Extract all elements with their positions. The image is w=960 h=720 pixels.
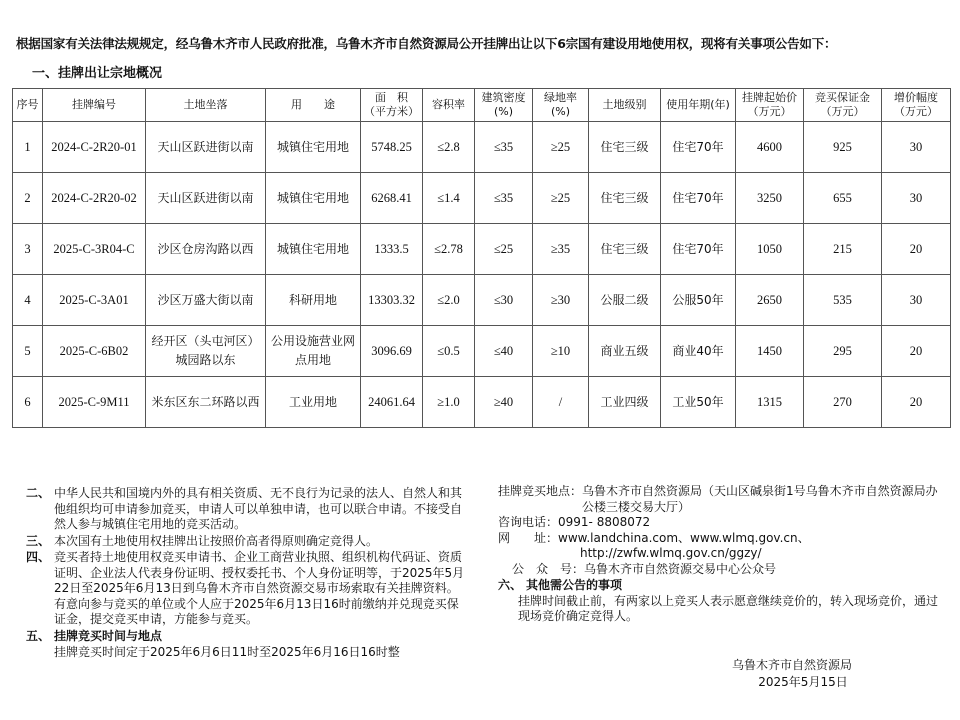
table-cell: 沙区仓房沟路以西: [146, 224, 266, 275]
notice-section: [26, 629, 466, 645]
table-header-cell: [146, 89, 266, 122]
table-cell: 3250: [736, 173, 804, 224]
signature-date: 2025年5月15日: [758, 675, 848, 689]
table-cell: 1450: [736, 326, 804, 377]
phone-label: 咨询电话：: [498, 515, 559, 529]
section-6-heading: 其他需公告的事项: [526, 578, 623, 592]
table-cell: 科研用地: [266, 275, 361, 326]
header-line: 容积率: [432, 98, 465, 111]
table-row: [13, 326, 951, 377]
header-line: 绿地率: [544, 91, 577, 104]
table-cell: 295: [804, 326, 882, 377]
table-cell: 城镇住宅用地: [266, 224, 361, 275]
table-cell: 270: [804, 377, 882, 428]
table-cell: 2025-C-9M11: [43, 377, 146, 428]
table-header-cell: [43, 89, 146, 122]
table-cell: 工业四级: [589, 377, 661, 428]
table-cell: 1050: [736, 224, 804, 275]
table-cell: 工业50年: [661, 377, 736, 428]
table-cell: 天山区跃进街以南: [146, 122, 266, 173]
table-cell: 655: [804, 173, 882, 224]
table-cell: 住宅70年: [661, 122, 736, 173]
table-cell: 商业40年: [661, 326, 736, 377]
table-header-cell: [882, 89, 951, 122]
notice-intro: 根据国家有关法律法规规定，经乌鲁木齐市人民政府批准，乌鲁木齐市自然资源局公开挂牌出让以下6宗国有建设用地使用权，现将有关事项公告如下：: [16, 36, 837, 51]
header-line: 土地级别: [602, 98, 647, 111]
website-value-2: http://zwfw.wlmq.gov.cn/ggzy/: [580, 546, 762, 560]
table-header-cell: [361, 89, 423, 122]
table-cell: ≤1.4: [423, 173, 475, 224]
signature-org: 乌鲁木齐市自然资源局: [731, 658, 852, 672]
table-header-cell: [804, 89, 882, 122]
table-cell: 工业用地: [266, 377, 361, 428]
table-cell: ≤30: [475, 275, 533, 326]
table-cell: 商业五级: [589, 326, 661, 377]
header-line: 序号: [16, 98, 39, 111]
table-cell: 城镇住宅用地: [266, 173, 361, 224]
table-cell: 6268.41: [361, 173, 423, 224]
table-cell: 城镇住宅用地: [266, 122, 361, 173]
table-cell: ≤2.0: [423, 275, 475, 326]
header-line: 使用年期(年): [666, 98, 730, 111]
table-header-cell: [423, 89, 475, 122]
table-cell: ≥25: [533, 122, 589, 173]
table-row: [13, 377, 951, 428]
right-notice-column: [498, 484, 938, 625]
table-cell: 20: [882, 326, 951, 377]
table-cell: 2025-C-3A01: [43, 275, 146, 326]
header-line: 土地坐落: [183, 98, 228, 111]
section-6-text: 挂牌时间截止前，有两家以上竞买人表示愿意继续竞价的，转入现场竞价，通过现场竞价确定竞得人。: [518, 593, 939, 623]
phone-value: 0991- 8808072: [558, 515, 651, 529]
table-cell: ≤40: [475, 326, 533, 377]
table-cell: 925: [804, 122, 882, 173]
table-cell: 1333.5: [361, 224, 423, 275]
table-cell: ≥25: [533, 173, 589, 224]
table-cell: 住宅70年: [661, 224, 736, 275]
table-row: [13, 122, 951, 173]
table-body: [13, 122, 951, 428]
table-cell: 天山区跃进街以南: [146, 173, 266, 224]
table-header-row: [13, 89, 951, 122]
table-cell: 215: [804, 224, 882, 275]
table-cell: ≥40: [475, 377, 533, 428]
section-number: 四、: [26, 550, 51, 564]
header-line: 增价幅度: [894, 91, 938, 104]
header-line: 挂牌编号: [72, 98, 116, 111]
table-cell: ≤35: [475, 122, 533, 173]
section-text: 中华人民共和国境内外的具有相关资质、无不良行为记录的法人、自然人和其他组织均可申请参加竞买，申请人可以单独申请，也可以联合申请。不接受自然人参与城镇住宅用地的竞买活动。: [54, 486, 463, 531]
left-notice-column: [26, 486, 466, 661]
table-cell: 4: [13, 275, 43, 326]
table-cell: ≤0.5: [423, 326, 475, 377]
table-row: [13, 224, 951, 275]
header-line: 建筑密度: [481, 91, 526, 104]
header-line: (%): [493, 105, 514, 118]
website-value: www.landchina.com、www.wlmq.gov.cn、: [558, 530, 810, 545]
table-cell: ≤2.8: [423, 122, 475, 173]
table-cell: 20: [882, 377, 951, 428]
website-row: [498, 531, 938, 547]
location-row: [498, 484, 938, 515]
table-cell: 535: [804, 275, 882, 326]
location-label: 挂牌竞买地点：: [498, 484, 583, 498]
header-line: (%): [550, 105, 571, 118]
notice-section: [26, 534, 466, 550]
header-line: （万元）: [747, 105, 792, 118]
table-header-cell: [589, 89, 661, 122]
table-cell: 30: [882, 122, 951, 173]
table-cell: /: [533, 377, 589, 428]
table-cell: 2025-C-6B02: [43, 326, 146, 377]
table-header-cell: [13, 89, 43, 122]
table-cell: 20: [882, 224, 951, 275]
table-cell: 2024-C-2R20-01: [43, 122, 146, 173]
table-cell: 住宅三级: [589, 173, 661, 224]
header-line: 竞买保证金: [815, 91, 870, 104]
section-1-title: 一、挂牌出让宗地概况: [32, 66, 163, 81]
notice-section: [26, 550, 466, 628]
section-text: 竞买者持土地使用权竞买申请书、企业工商营业执照、组织机构代码证、资质证明、企业法人代表身份证明、授权委托书、个人身份证明等，于2025年5月22日至2025年6月13日到乌鲁木齐市自然资源交易市场索取有关挂牌资料。有意向参与竞买的单位或个人应于2025年6月13日16时前缴纳并兑现竞买保证金，提交竞买申请，方能参与竞买。: [54, 550, 465, 626]
table-cell: 经开区（头屯河区）城园路以东: [146, 326, 266, 377]
table-cell: ≥30: [533, 275, 589, 326]
table-header-cell: [533, 89, 589, 122]
section-number: 二、: [26, 486, 51, 500]
table-cell: ≥1.0: [423, 377, 475, 428]
table-cell: ≤2.78: [423, 224, 475, 275]
header-line: （万元）: [820, 105, 865, 118]
section-6-num: 六、: [498, 578, 523, 592]
header-line: （万元）: [894, 105, 938, 118]
table-cell: 5: [13, 326, 43, 377]
land-parcel-table: [12, 88, 951, 428]
section-text: 挂牌竞买时间与地点: [54, 628, 163, 643]
table-cell: 3096.69: [361, 326, 423, 377]
section-text: 本次国有土地使用权挂牌出让按照价高者得原则确定竞得人。: [54, 533, 379, 548]
notice-section: [26, 486, 466, 533]
wechat-value: 乌鲁木齐市自然资源交易中心公众号: [584, 561, 777, 576]
table-cell: 2: [13, 173, 43, 224]
table-cell: 公服50年: [661, 275, 736, 326]
table-cell: 13303.32: [361, 275, 423, 326]
table-cell: 4600: [736, 122, 804, 173]
table-cell: ≤25: [475, 224, 533, 275]
table-row: [13, 173, 951, 224]
table-cell: ≥10: [533, 326, 589, 377]
table-cell: 1315: [736, 377, 804, 428]
signature-block: [712, 657, 872, 691]
table-cell: 2650: [736, 275, 804, 326]
header-line: 挂牌起始价: [742, 91, 797, 104]
wechat-row: [498, 562, 938, 578]
table-header-cell: [736, 89, 804, 122]
section-number: 五、: [26, 628, 51, 643]
table-header-cell: [266, 89, 361, 122]
table-cell: 3: [13, 224, 43, 275]
table-cell: 住宅70年: [661, 173, 736, 224]
table-cell: 2024-C-2R20-02: [43, 173, 146, 224]
table-cell: 米东区东二环路以西: [146, 377, 266, 428]
table-cell: 30: [882, 173, 951, 224]
table-cell: 1: [13, 122, 43, 173]
wechat-label: 公 众 号：: [512, 561, 585, 576]
table-cell: 公用设施营业网点用地: [266, 326, 361, 377]
table-cell: 住宅三级: [589, 122, 661, 173]
table-cell: 公服二级: [589, 275, 661, 326]
header-line: 面 积: [375, 91, 408, 104]
header-line: 用 途: [291, 98, 335, 111]
table-cell: ≥35: [533, 224, 589, 275]
table-cell: 5748.25: [361, 122, 423, 173]
header-line: （平方米）: [364, 105, 419, 118]
table-cell: 30: [882, 275, 951, 326]
table-cell: 沙区万盛大街以南: [146, 275, 266, 326]
section-5-time: 挂牌竞买时间定于2025年6月6日11时至2025年6月16日16时整: [54, 645, 400, 659]
section-number: 三、: [26, 533, 51, 548]
table-cell: 24061.64: [361, 377, 423, 428]
table-header-cell: [475, 89, 533, 122]
table-row: [13, 275, 951, 326]
table-cell: 住宅三级: [589, 224, 661, 275]
section-6-title: [498, 578, 938, 594]
location-value: 乌鲁木齐市自然资源局（天山区碱泉街1号乌鲁木齐市自然资源局办公楼三楼交易大厅）: [582, 484, 938, 514]
table-header-cell: [661, 89, 736, 122]
table-cell: 2025-C-3R04-C: [43, 224, 146, 275]
website-label: 网 址：: [498, 530, 559, 545]
phone-row: [498, 515, 938, 531]
table-cell: 6: [13, 377, 43, 428]
table-cell: ≤35: [475, 173, 533, 224]
